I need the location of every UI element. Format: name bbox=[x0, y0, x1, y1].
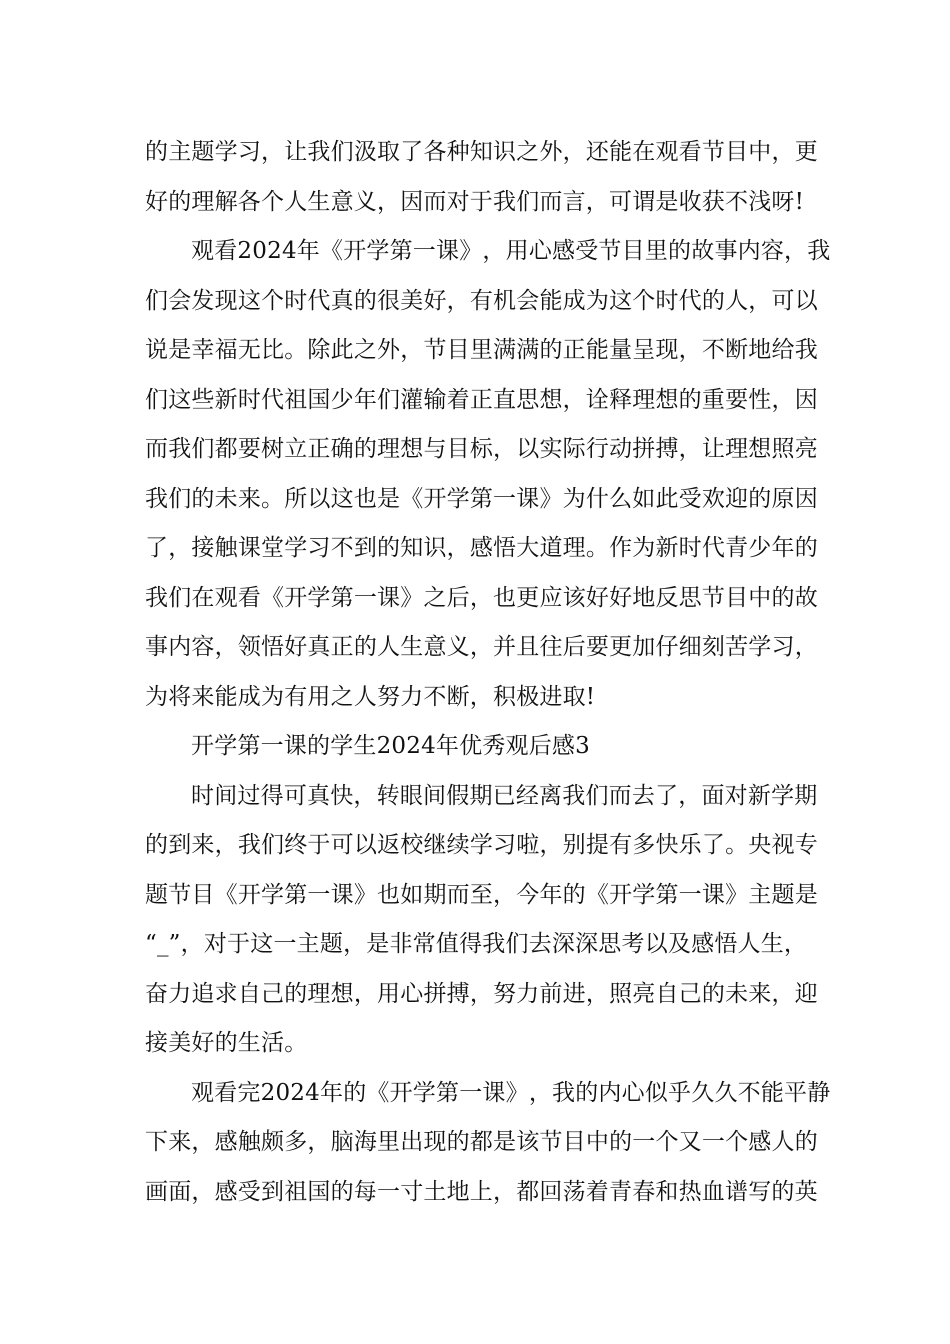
text-line: 观 看 完 2 0 2 4 年 的 《 开 学 第 一 课 》 ， 我 的 内 心 似 乎 久 久 不 能 平 静 bbox=[191, 1079, 831, 1106]
text-line: 的 主 题 学 习 ， 让 我 们 汲 取 了 各 种 知 识 之 外 ， 还 能 在 观 看 节 目 中 ， 更 bbox=[145, 139, 818, 165]
text-line: 而 我 们 都 要 树 立 正 确 的 理 想 与 目 标 ， 以 实 际 行 动 拼 搏 ， 让 理 想 照 亮 bbox=[145, 436, 818, 462]
essay-body bbox=[145, 128, 831, 1217]
text-line: 时 间 过 得 可 真 快 ， 转 眼 间 假 期 已 经 离 我 们 而 去 了 ， 面 对 新 学 期 bbox=[191, 782, 818, 809]
text-line: 开学第一课的学生2024年优秀观后感3 bbox=[191, 733, 590, 759]
text-line: 了 ， 接 触 课 堂 学 习 不 到 的 知 识 ， 感 悟 大 道 理 。 作 为 新 时 代 青 少 年 的 bbox=[145, 535, 818, 561]
text-line: 们 会 发 现 这 个 时 代 真 的 很 美 好 ， 有 机 会 能 成 为 这 个 时 代 的 人 ， 可 以 bbox=[145, 287, 818, 314]
text-line: 为将来能成为有用之人努力不断，积极进取! bbox=[145, 683, 596, 710]
text-line: 下 来 ， 感 触 颇 多 ， 脑 海 里 出 现 的 都 是 该 节 目 中 的 一 个 又 一 个 感 人 的 bbox=[145, 1129, 818, 1155]
text-line: 我 们 的 未 来 。 所 以 这 也 是 《 开 学 第 一 课 》 为 什 么 如 此 受 欢 迎 的 原 因 bbox=[145, 485, 818, 512]
text-line: 画面，感受到祖国的每一寸土地上，都回荡着青春和热血谱写的英 bbox=[145, 1178, 818, 1205]
text-line: 题 节 目 《 开 学 第 一 课 》 也 如 期 而 至 ， 今 年 的 《 开 学 第 一 课 》 主 题 是 bbox=[145, 881, 818, 908]
text-line: “ _ ” ， 对 于 这 一 主 题 ， 是 非 常 值 得 我 们 去 深 深 思 考 以 及 感 悟 人 生 ， bbox=[145, 931, 808, 957]
text-line: 说 是 幸 福 无 比 。 除 此 之 外 ， 节 目 里 满 满 的 正 能 量 呈 现 ， 不 断 地 给 我 bbox=[145, 337, 818, 363]
text-line: 的 到 来 ， 我 们 终 于 可 以 返 校 继 续 学 习 啦 ， 别 提 有 多 快 乐 了 。 央 视 专 bbox=[145, 832, 818, 858]
text-line: 接美好的生活。 bbox=[145, 1030, 308, 1056]
text-line: 观 看 2 0 2 4 年 《 开 学 第 一 课 》 ， 用 心 感 受 节 目 里 的 故 事 内 容 ， 我 bbox=[191, 238, 831, 264]
text-line: 奋 力 追 求 自 己 的 理 想 ， 用 心 拼 搏 ， 努 力 前 进 ， 照 亮 自 己 的 未 来 ， 迎 bbox=[145, 980, 818, 1007]
text-line: 们 这 些 新 时 代 祖 国 少 年 们 灌 输 着 正 直 思 想 ， 诠 释 理 想 的 重 要 性 ， 因 bbox=[145, 386, 818, 413]
text-line: 好的理解各个人生意义，因而对于我们而言，可谓是收获不浅呀! bbox=[145, 188, 805, 215]
text-line: 事 内 容 ， 领 悟 好 真 正 的 人 生 意 义 ， 并 且 往 后 要 更 加 仔 细 刻 苦 学 习 ， bbox=[145, 634, 818, 660]
text-line: 我 们 在 观 看 《 开 学 第 一 课 》 之 后 ， 也 更 应 该 好 好 地 反 思 节 目 中 的 故 bbox=[145, 584, 818, 611]
